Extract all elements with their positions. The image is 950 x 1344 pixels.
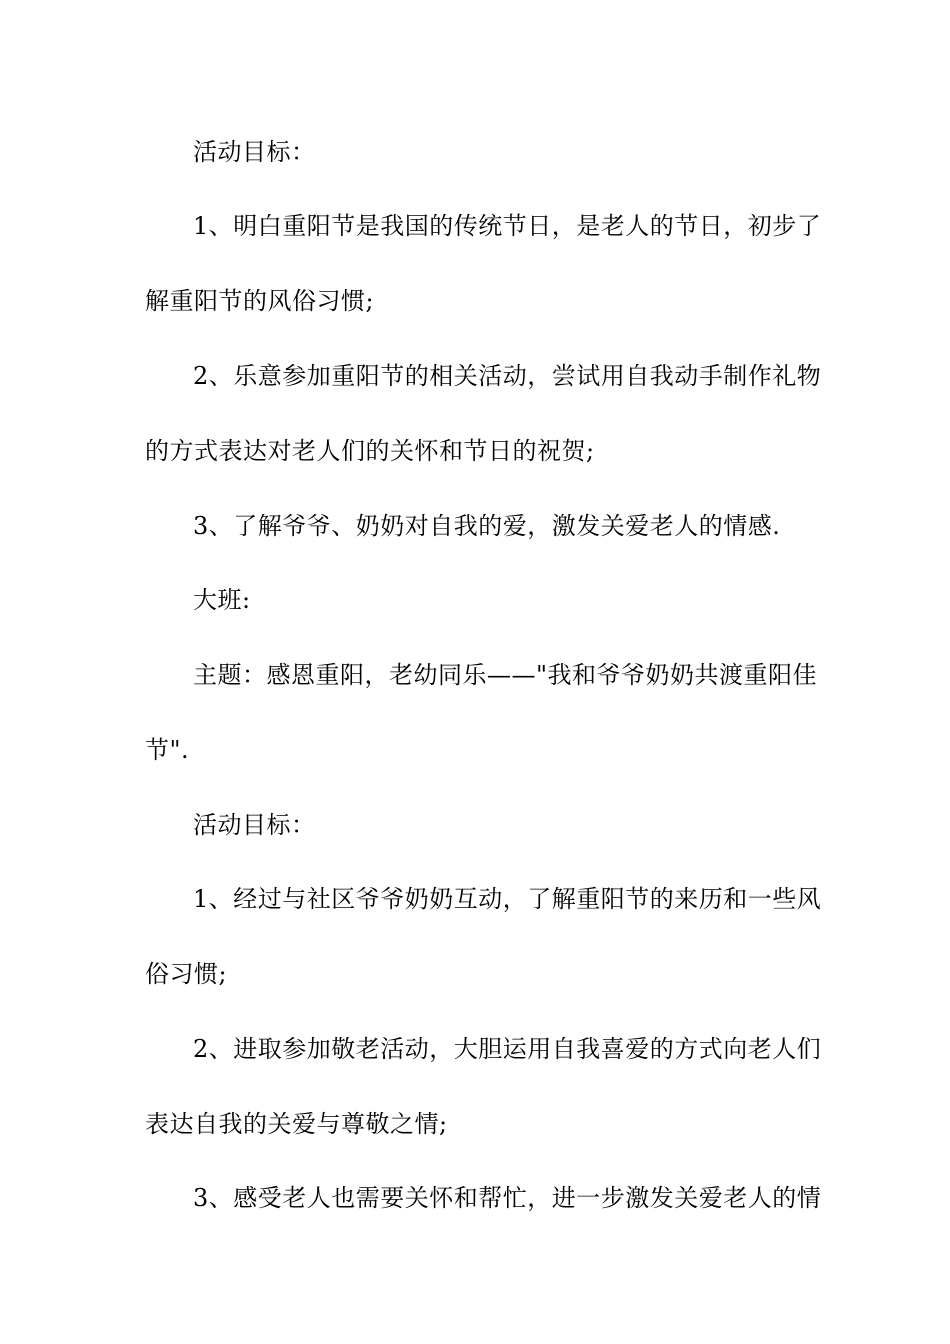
paragraph-line: 俗习惯; [145, 960, 228, 988]
section-heading-class: 大班: [193, 586, 251, 614]
theme-line: 主题：感恩重阳，老幼同乐——"我和爷爷奶奶共渡重阳佳 [193, 661, 818, 689]
paragraph-line: 1、明白重阳节是我国的传统节日，是老人的节日，初步了 [193, 212, 822, 240]
theme-line: 节". [145, 736, 190, 764]
section-heading-goals: 活动目标： [193, 811, 316, 839]
section-heading-goals: 活动目标： [193, 138, 316, 166]
paragraph-line: 表达自我的关爱与尊敬之情; [145, 1110, 448, 1138]
paragraph-line: 2、进取参加敬老活动，大胆运用自我喜爱的方式向老人们 [193, 1035, 822, 1063]
paragraph-line: 2、乐意参加重阳节的相关活动，尝试用自我动手制作礼物 [193, 362, 822, 390]
paragraph-line: 的方式表达对老人们的关怀和节日的祝贺; [145, 437, 595, 465]
paragraph-line: 解重阳节的风俗习惯; [145, 287, 375, 315]
paragraph-line: 1、经过与社区爷爷奶奶互动，了解重阳节的来历和一些风 [193, 885, 822, 913]
paragraph-line: 3、了解爷爷、奶奶对自我的爱，激发关爱老人的情感. [193, 512, 781, 540]
paragraph-line: 3、感受老人也需要关怀和帮忙，进一步激发关爱老人的情 [193, 1184, 822, 1212]
